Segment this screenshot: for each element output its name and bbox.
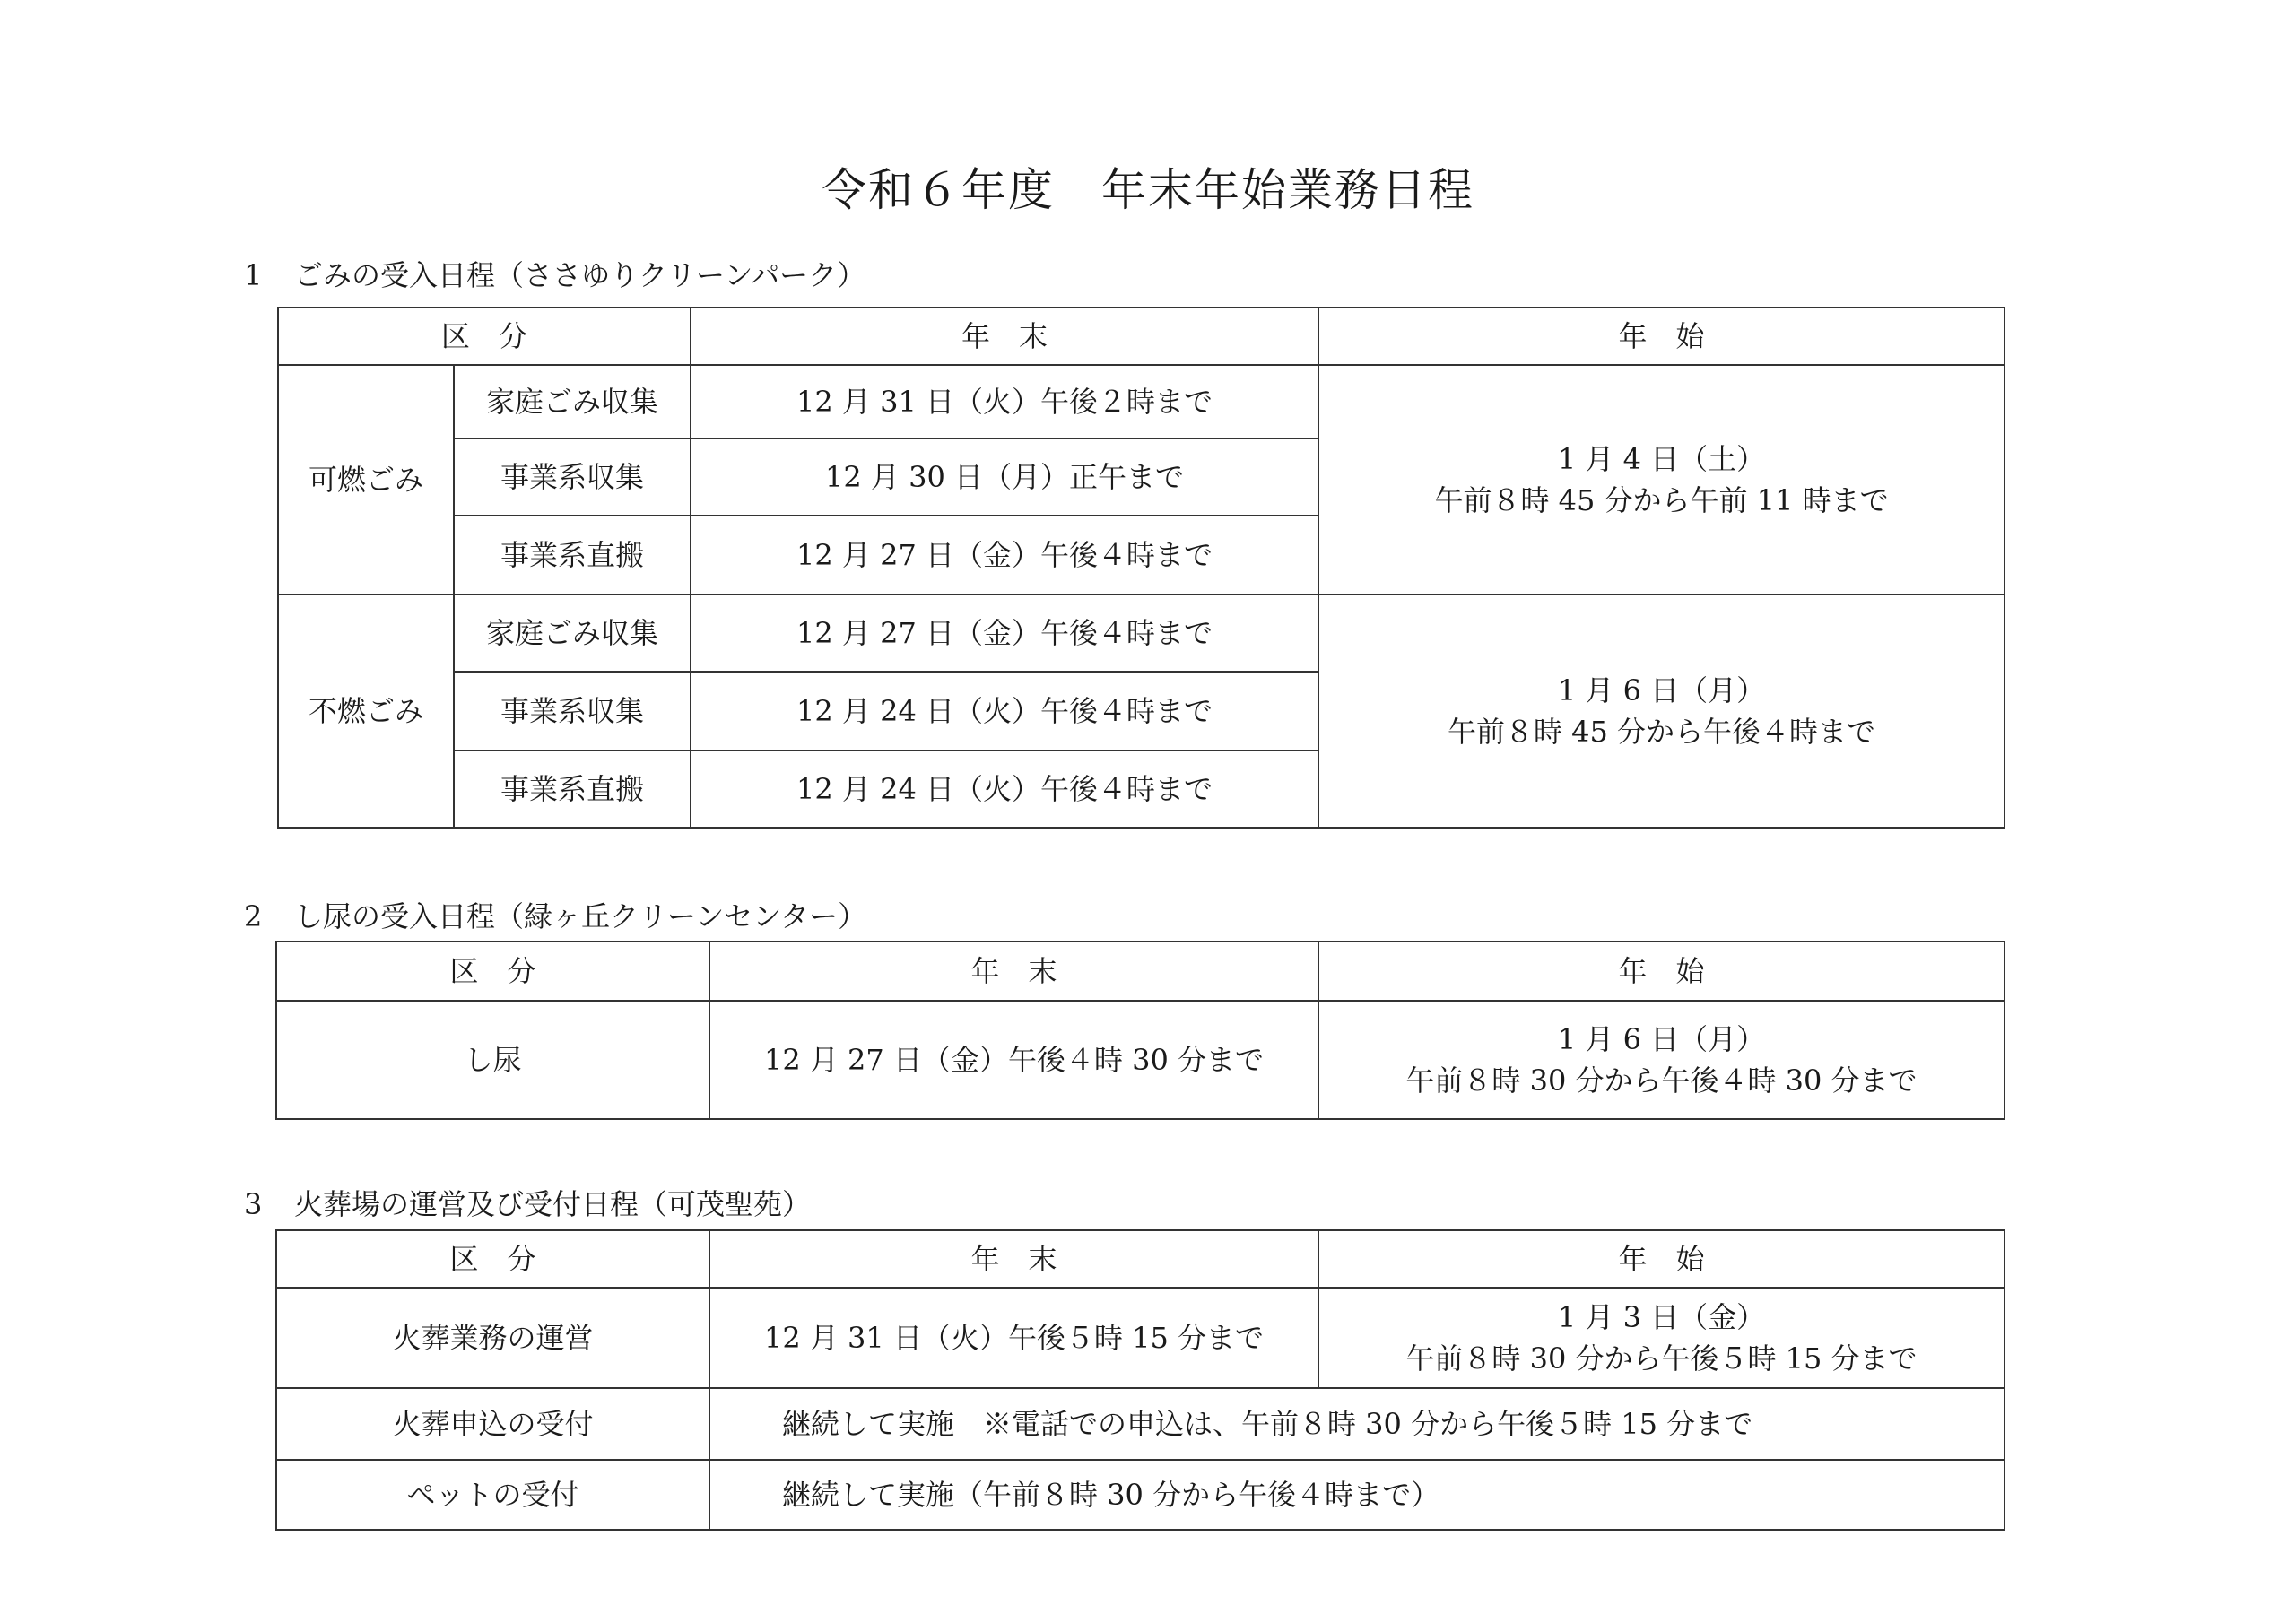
collection-type: 事業系直搬	[454, 516, 691, 595]
section-1-heading	[244, 253, 865, 294]
section-3-number: 3	[244, 1187, 263, 1221]
section-2-number: 2	[244, 899, 263, 933]
section-3-title: 火葬場の運営及び受付日程（可茂聖苑）	[294, 1187, 812, 1221]
section-1-title: ごみの受入日程（ささゆりクリーンパーク）	[294, 258, 866, 292]
section-2-heading	[244, 894, 866, 935]
header-year-end: 年 末	[709, 1230, 1318, 1288]
new-year-cell	[1318, 1001, 2005, 1119]
category-cell: ペットの受付	[276, 1460, 709, 1530]
new-year-date: 1 月 6 日（月）	[1557, 1021, 1766, 1056]
table-row	[278, 595, 2005, 672]
table-row	[278, 365, 2005, 438]
year-end-cell: 12 月 27 日（金）午後４時 30 分まで	[709, 1001, 1318, 1119]
new-year-hours: 午前８時 30 分から午後５時 15 分まで	[1405, 1341, 1918, 1376]
header-new-year: 年 始	[1318, 1230, 2005, 1288]
collection-type: 家庭ごみ収集	[454, 365, 691, 438]
collection-type: 事業系直搬	[454, 751, 691, 828]
new-year-cell	[1318, 1288, 2005, 1388]
combined-cell: 継続して実施 ※電話での申込は、午前８時 30 分から午後５時 15 分まで	[709, 1388, 2005, 1460]
night-soil-schedule-table	[275, 941, 2005, 1120]
page-title: 令和６年度 年末年始業務日程	[822, 164, 1474, 216]
new-year-hours: 午前８時 30 分から午後４時 30 分まで	[1405, 1063, 1918, 1098]
header-new-year: 年 始	[1318, 942, 2005, 1001]
group-label: 不燃ごみ	[278, 595, 454, 828]
collection-type: 事業系収集	[454, 438, 691, 516]
section-1-number: 1	[244, 258, 263, 292]
table-header-row	[276, 942, 2005, 1001]
new-year-cell	[1318, 595, 2005, 828]
header-year-end: 年 末	[691, 308, 1318, 365]
table-header-row	[278, 308, 2005, 365]
year-end-cell: 12 月 31 日（火）午後５時 15 分まで	[709, 1288, 1318, 1388]
table-row	[276, 1388, 2005, 1460]
combined-cell: 継続して実施（午前８時 30 分から午後４時まで）	[709, 1460, 2005, 1530]
collection-type: 家庭ごみ収集	[454, 595, 691, 672]
header-category: 区 分	[278, 308, 691, 365]
crematorium-schedule-table	[275, 1229, 2005, 1531]
header-year-end: 年 末	[709, 942, 1318, 1001]
new-year-hours: 午前８時 45 分から午前 11 時まで	[1434, 483, 1889, 517]
header-category: 区 分	[276, 942, 709, 1001]
table-row	[276, 1288, 2005, 1388]
table-row	[276, 1001, 2005, 1119]
section-3-heading	[244, 1182, 811, 1223]
garbage-schedule-table	[277, 307, 2005, 829]
new-year-date: 1 月 6 日（月）	[1557, 673, 1766, 707]
category-cell: し尿	[276, 1001, 709, 1119]
year-end-cell: 12 月 31 日（火）午後２時まで	[691, 365, 1318, 438]
new-year-date: 1 月 3 日（金）	[1557, 1299, 1766, 1334]
section-2-title: し尿の受入日程（緑ヶ丘クリーンセンター）	[294, 899, 867, 933]
header-new-year: 年 始	[1318, 308, 2005, 365]
header-category: 区 分	[276, 1230, 709, 1288]
new-year-date: 1 月 4 日（土）	[1557, 441, 1766, 476]
collection-type: 事業系収集	[454, 672, 691, 751]
group-label: 可燃ごみ	[278, 365, 454, 595]
table-row	[276, 1460, 2005, 1530]
year-end-cell: 12 月 27 日（金）午後４時まで	[691, 595, 1318, 672]
year-end-cell: 12 月 24 日（火）午後４時まで	[691, 672, 1318, 751]
year-end-cell: 12 月 30 日（月）正午まで	[691, 438, 1318, 516]
category-cell: 火葬申込の受付	[276, 1388, 709, 1460]
category-cell: 火葬業務の運営	[276, 1288, 709, 1388]
new-year-cell	[1318, 365, 2005, 595]
year-end-cell: 12 月 24 日（火）午後４時まで	[691, 751, 1318, 828]
new-year-hours: 午前８時 45 分から午後４時まで	[1447, 715, 1876, 749]
year-end-cell: 12 月 27 日（金）午後４時まで	[691, 516, 1318, 595]
table-header-row	[276, 1230, 2005, 1288]
